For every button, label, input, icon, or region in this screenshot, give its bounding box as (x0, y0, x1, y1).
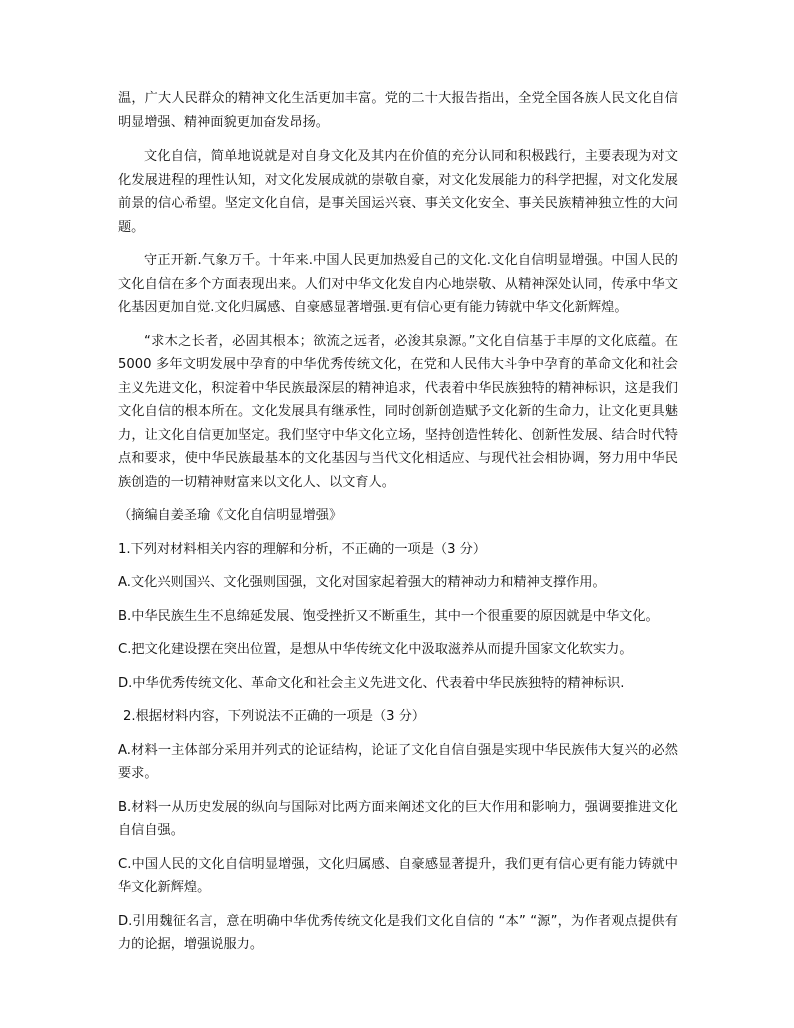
paragraph-1: 温，广大人民群众的精神文化生活更加丰富。党的二十大报告指出，全党全国各族人民文化自信明显增强、精神面貌更加奋发昂扬。 (118, 91, 678, 130)
paragraph-4: “求木之长者，必固其根本；欲流之远者，必浚其泉源。”文化自信基于丰厚的文化底蕴。在 5000 多年文明发展中孕育的中华优秀传统文化，在党和人民伟大斗争中孕育的革命文化和社会主义先进文化，积淀着中华民族最深层的精神追求，代表着中华民族独特的精神标识，这是我们文化自信的根本所在。文化发展具有继承性，同时创新创造赋予文化新的生命力，让文化更具魅力，让文化自信更加坚定。我们坚守中华文化立场，坚持创造性转化、创新性发展、结合时代特点和要求，使中华民族最基本的文化基因与当代文化相适应、与现代社会相协调，努力用中华民族创造的一切精神财富来以文化人、以文育人。 (118, 333, 678, 490)
paragraph-2: 文化自信，简单地说就是对自身文化及其内在价值的充分认同和积极践行，主要表现为对文化发展进程的理性认知，对文化发展成就的崇敬自豪，对文化发展能力的科学把握，对文化发展前景的信心希望。坚定文化自信，是事关国运兴衰、事关文化安全、事关民族精神独立性的大问题。 (118, 149, 678, 235)
question-2-title: 2.根据材料内容，下列说法不正确的一项是（3 分） (123, 709, 426, 724)
question-2-option-a: A.材料一主体部分采用并列式的论证结构，论证了文化自信自强是实现中华民族伟大复兴的必然要求。 (118, 742, 678, 781)
question-2-option-c: C.中国人民的文化自信明显增强，文化归属感、自豪感显著提升，我们更有信心更有能力铸就中华文化新辉煌。 (118, 856, 678, 895)
question-2-option-b: B.材料一从历史发展的纵向与国际对比两方面来阐述文化的巨大作用和影响力，强调要推进文化自信自强。 (118, 799, 678, 838)
question-1-title: 1.下列对材料相关内容的理解和分析，不正确的一项是（3 分） (118, 541, 487, 557)
source-citation: （摘编自姜圣瑜《文化自信明显增强》 (118, 508, 343, 523)
question-1-option-c: C.把文化建设摆在突出位置，是想从中华传统文化中汲取滋养从而提升国家文化软实力。 (118, 642, 633, 657)
question-1-option-b: B.中华民族生生不息绵延发展、饱受挫折又不断重生，其中一个很重要的原因就是中华文化。 (118, 608, 659, 624)
question-1 (118, 538, 678, 696)
question-1-option-a: A.文化兴则国兴、文化强则国强，文化对国家起着强大的精神动力和精神支撑作用。 (118, 575, 606, 590)
document-page (118, 87, 678, 957)
paragraph-3: 守正开新.气象万千。十年来.中国人民更加热爱自己的文化.文化自信明显增强。中国人民的文化自信在多个方面表现出来。人们对中华文化发自内心地崇敬、从精神深处认同，传承中华文化基因更加自觉.文化归属感、自豪感显著增强.更有信心更有能力铸就中华文化新辉煌。 (118, 253, 678, 315)
question-2-option-d: D.引用魏征名言，意在明确中华优秀传统文化是我们文化自信的 “本” “源”，为作者观点提供有力的论据，增强说服力。 (118, 913, 678, 952)
question-1-option-d: D.中华优秀传统文化、革命文化和社会主义先进文化、代表着中华民族独特的精神标识. (118, 675, 625, 691)
question-2 (118, 705, 678, 957)
